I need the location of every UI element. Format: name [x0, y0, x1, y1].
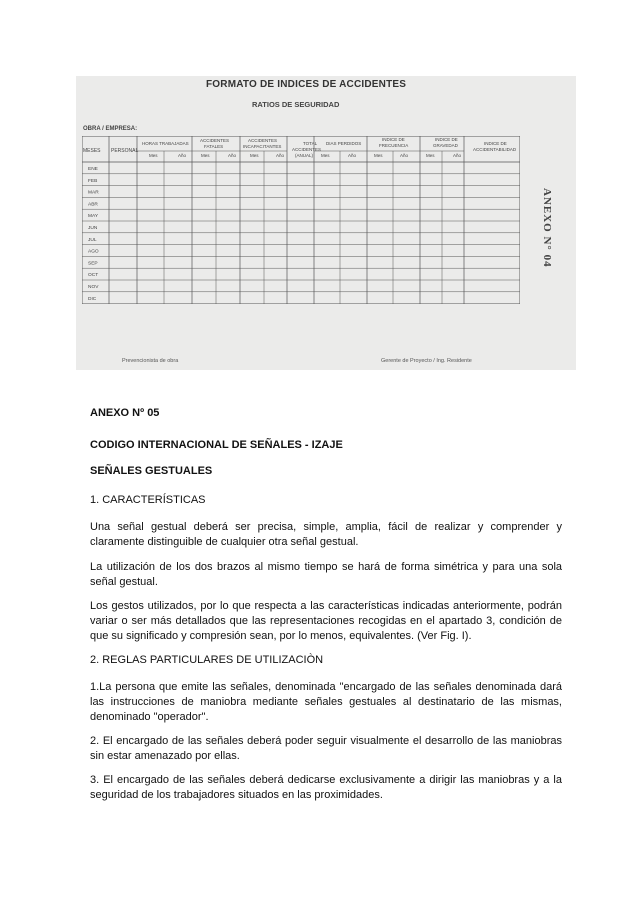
- header-ind-frec-2: FRECUENCIA: [379, 143, 409, 148]
- rule-3: 3. El encargado de las señales deberá dedicarse exclusivamente a dirigir las maniobras y a la seguridad de los trabajadores situados en las proximidades.: [90, 774, 562, 801]
- header-ind-acc-2: ACCIDENTABILIDAD: [473, 147, 517, 152]
- header-ind-grav-1: INDICE DE: [435, 137, 458, 142]
- month-labels: [88, 166, 99, 302]
- month-label: OCT: [88, 273, 99, 279]
- month-label: DIC: [88, 296, 97, 302]
- sub-mes: Mes: [250, 153, 259, 158]
- sub-mes: Mes: [426, 153, 435, 158]
- paragraph-2: La utilización de los dos brazos al mismo tiempo se hará de forma simétrica y para una sola señal gestual.: [90, 561, 562, 588]
- header-horas-trabajadas: HORAS TRABAJADAS: [142, 141, 189, 146]
- header-ind-acc-1: INDICE DE: [484, 141, 507, 146]
- header-total-1: TOTAL: [303, 141, 318, 146]
- form-subtitle: RATIOS DE SEGURIDAD: [252, 100, 340, 109]
- senales-heading: SEÑALES GESTUALES: [90, 465, 213, 477]
- sub-ano: Año: [348, 153, 357, 158]
- month-label: FEB: [88, 178, 98, 184]
- footer-prevencionista: Prevencionista de obra: [122, 358, 179, 364]
- month-label: JUL: [88, 237, 97, 243]
- header-accidentes-fatales-1: ACCIDENTES: [200, 138, 230, 143]
- month-label: ENE: [88, 167, 98, 172]
- month-label: NOV: [88, 285, 99, 290]
- sub-ano: Año: [453, 153, 462, 158]
- header-total-2: ACCIDENTES: [292, 147, 322, 152]
- header-accidentes-incap-2: INCAPACITANTES: [243, 144, 282, 149]
- header-ind-grav-2: GRAVEDAD: [433, 143, 458, 148]
- form-title: FORMATO DE INDICES DE ACCIDENTES: [206, 79, 407, 90]
- paragraph-1: Una señal gestual deberá ser precisa, simple, amplia, fácil de realizar y comprender y claramente distinguible de cualquier otra señal gestual.: [90, 521, 562, 548]
- rule-1: 1.La persona que emite las señales, denominada "encargado de las señales denominada dará las instrucciones de maniobra mediante señales gestuales al destinatario de las mismas, denominado "operador".: [90, 681, 562, 723]
- month-label: AGO: [88, 249, 99, 255]
- header-dias-perdidos: DIAS PERDIDOS: [326, 141, 362, 146]
- codigo-heading: CODIGO INTERNACIONAL DE SEÑALES - IZAJE: [90, 439, 343, 451]
- month-label: MAY: [88, 214, 99, 220]
- table-headers: [83, 137, 517, 158]
- scanned-form-image: [76, 76, 576, 370]
- sub-mes: Mes: [321, 153, 330, 158]
- header-personal: PERSONAL: [111, 148, 139, 154]
- sub-ano: Año: [400, 153, 409, 158]
- month-label: JUN: [88, 226, 98, 231]
- header-ind-frec-1: INDICE DE: [382, 137, 405, 142]
- section-caracteristicas: 1. CARACTERÍSTICAS: [90, 494, 206, 506]
- obra-empresa-label: OBRA / EMPRESA:: [83, 126, 138, 132]
- sub-mes: Mes: [201, 153, 210, 158]
- month-label: ABR: [88, 202, 98, 208]
- sub-mes: Mes: [374, 153, 383, 158]
- rule-2: 2. El encargado de las señales deberá poder seguir visualmente el desarrollo de las maniobras sin estar amenazado por ellas.: [90, 735, 562, 762]
- month-label: SEP: [88, 261, 98, 267]
- table-grid-lines: [82, 136, 520, 304]
- header-accidentes-incap-1: ACCIDENTES: [248, 138, 278, 143]
- sub-mes: Mes: [149, 153, 158, 158]
- anexo-04-side-label: ANEXO N° 04: [541, 188, 553, 268]
- sub-anual: (ANUAL): [295, 153, 314, 158]
- sub-ano: Año: [178, 153, 187, 158]
- footer-gerente: Gerente de Proyecto / Ing. Residente: [381, 358, 472, 364]
- anexo-heading: ANEXO Nº 05: [90, 407, 160, 419]
- paragraph-3: Los gestos utilizados, por lo que respecta a las características indicadas anteriormente, podrán variar o ser más detallados que las representaciones recogidas en el apartado 3, condición de que su significado y compresión sean, por lo menos, equivalentes. (Ver Fig. I).: [90, 600, 562, 642]
- sub-ano: Año: [228, 153, 237, 158]
- month-label: MAR: [88, 190, 99, 196]
- accident-index-table: [82, 136, 520, 304]
- section-reglas: 2. REGLAS PARTICULARES DE UTILIZACIÒN: [90, 654, 324, 666]
- header-accidentes-fatales-2: FATALES: [204, 144, 224, 149]
- sub-ano: Año: [276, 153, 285, 158]
- header-meses: MESES: [83, 148, 101, 154]
